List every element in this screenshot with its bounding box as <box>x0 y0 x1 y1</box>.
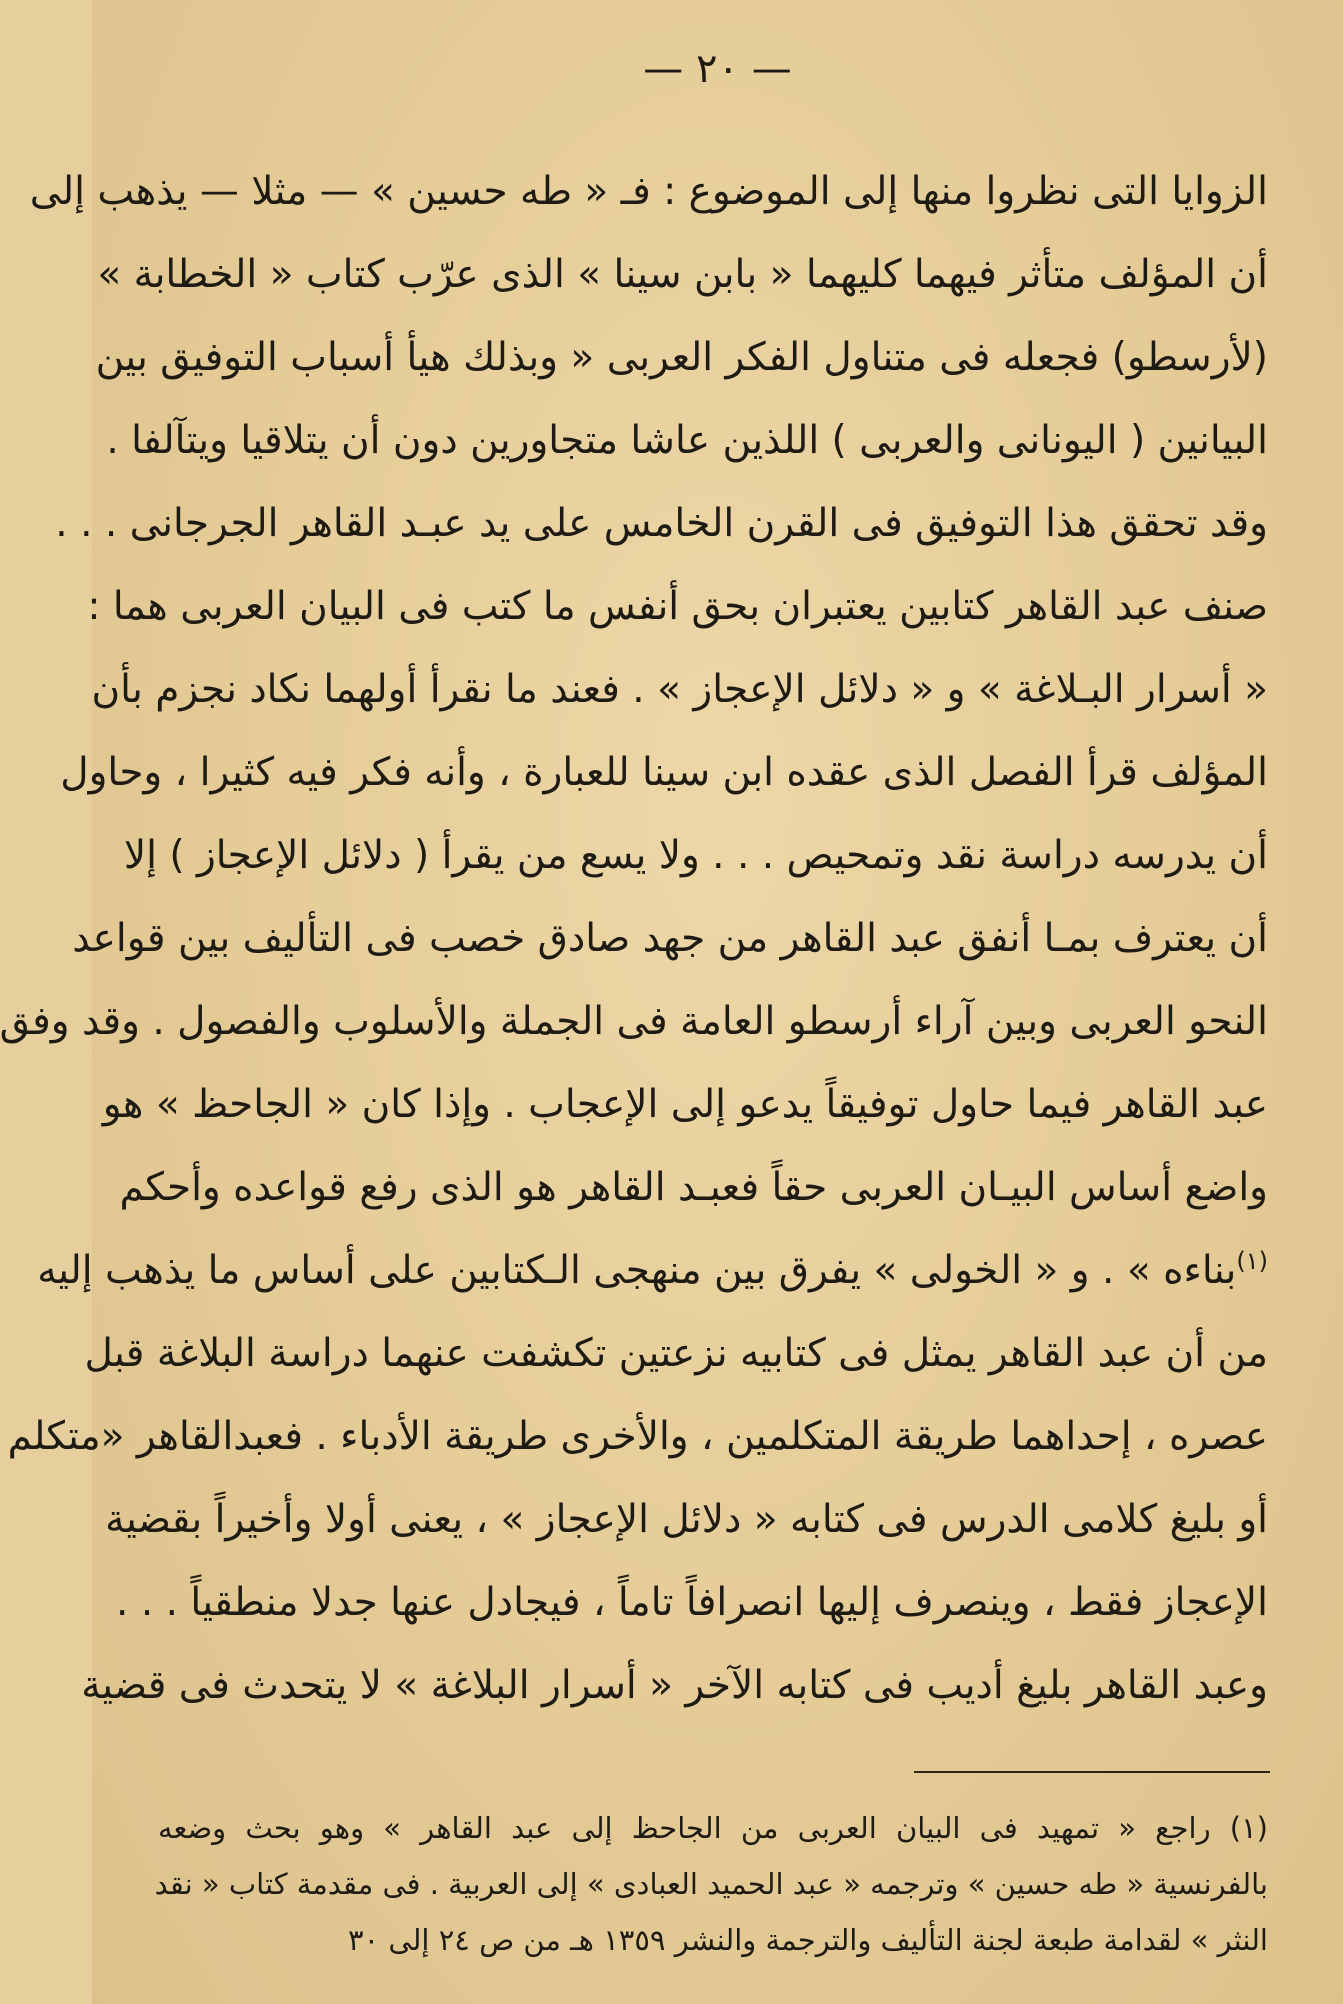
text-line: وقد تحقق هذا التوفيق فى القرن الخامس على يد عبـد القاهر الجرجانى . . . <box>55 501 1268 546</box>
text-line: أن يدرسه دراسة نقد وتمحيص . . . ولا يسع من يقرأ ( دلائل الإعجاز ) إلا <box>123 833 1268 878</box>
footnotes <box>154 1800 1268 1968</box>
main-text <box>0 150 1268 1727</box>
footnote-separator <box>914 1771 1270 1773</box>
text-line: عبد القاهر فيما حاول توفيقاً يدعو إلى الإعجاب . وإذا كان « الجاحظ » هو <box>102 1082 1268 1127</box>
text-line: النحو العربى وبين آراء أرسطو العامة فى الجملة والأسلوب والفصول . وقد وفق <box>0 999 1268 1044</box>
footnote-line: النثر » لقدامة طبعة لجنة التأليف والترجمة والنشر ١٣٥٩ هـ من ص ٢٤ إلى ٣٠ <box>348 1923 1268 1957</box>
page-number: — ٢٠ — <box>643 46 792 92</box>
text-line: الإعجاز فقط ، وينصرف إليها انصرافاً تاماً ، فيجادل عنها جدلا منطقياً . . . <box>116 1580 1268 1625</box>
text-line: « أسرار البـلاغة » و « دلائل الإعجاز » . فعند ما نقرأ أولهما نكاد نجزم بأن <box>91 667 1268 712</box>
text-line: عصره ، إحداهما طريقة المتكلمين ، والأخرى طريقة الأدباء . فعبدالقاهر «متكلم <box>7 1414 1268 1459</box>
footnote-reference[interactable]: (١) <box>1236 1247 1268 1275</box>
text-line: البيانين ( اليونانى والعربى ) اللذين عاشا متجاورين دون أن يتلاقيا ويتآلفا . <box>106 418 1268 463</box>
text-line: صنف عبد القاهر كتابين يعتبران بحق أنفس ما كتب فى البيان العربى هما : <box>87 584 1268 629</box>
text-line: واضع أساس البيـان العربى حقاً فعبـد القاهر هو الذى رفع قواعده وأحكم <box>119 1165 1268 1210</box>
text-line: وعبد القاهر بليغ أديب فى كتابه الآخر « أسرار البلاغة » لا يتحدث فى قضية <box>81 1663 1268 1708</box>
text-line: أو بليغ كلامى الدرس فى كتابه « دلائل الإعجاز » ، يعنى أولا وأخيراً بقضية <box>105 1497 1268 1542</box>
text-line: من أن عبد القاهر يمثل فى كتابيه نزعتين تكشفت عنهما دراسة البلاغة قبل <box>84 1331 1268 1376</box>
footnote-line: (١) راجع « تمهيد فى البيان العربى من الجاحظ إلى عبد القاهر » وهو بحث وضعه <box>158 1811 1268 1845</box>
text-line: المؤلف قرأ الفصل الذى عقده ابن سينا للعبارة ، وأنه فكر فيه كثيرا ، وحاول <box>60 750 1268 795</box>
text-line: أن المؤلف متأثر فيهما كليهما « بابن سينا » الذى عرّب كتاب « الخطابة » <box>97 252 1268 297</box>
footnote-line: بالفرنسية « طه حسين » وترجمه « عبد الحميد العبادى » إلى العربية . فى مقدمة كتاب « نقد <box>154 1867 1268 1901</box>
text-line-with-note <box>37 1229 1268 1312</box>
text-line: (لأرسطو) فجعله فى متناول الفكر العربى « وبذلك هيأ أسباب التوفيق بين <box>95 335 1268 380</box>
text-line: الزوايا التى نظروا منها إلى الموضوع : فـ « طه حسين » — مثلا — يذهب إلى <box>29 169 1268 214</box>
text-line: أن يعترف بمـا أنفق عبد القاهر من جهد صادق خصب فى التأليف بين قواعد <box>72 916 1268 961</box>
text-line: بناءه » . و « الخولى » يفرق بين منهجى الـكتابين على أساس ما يذهب إليه <box>37 1248 1237 1293</box>
